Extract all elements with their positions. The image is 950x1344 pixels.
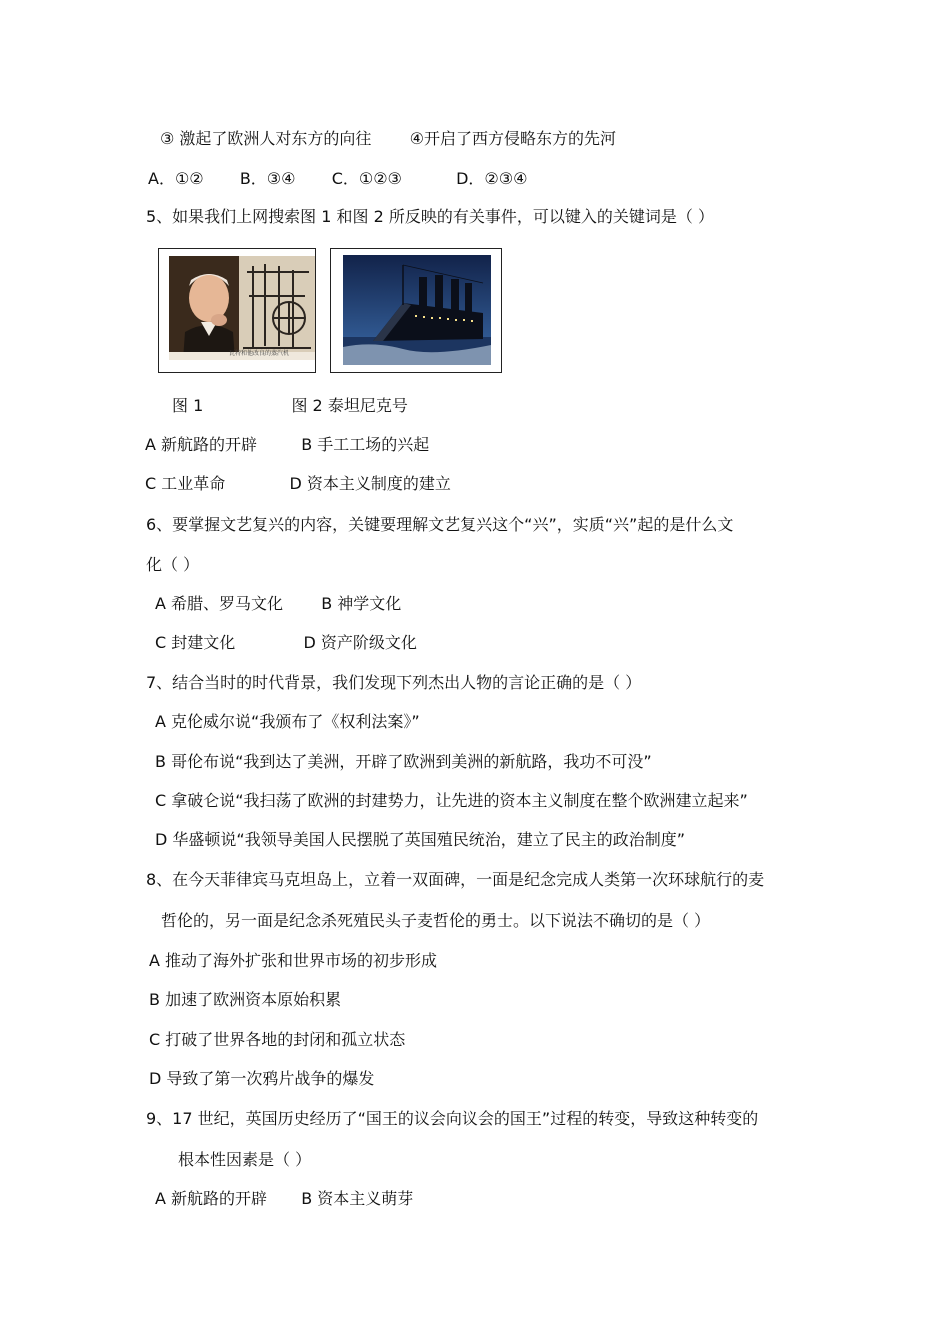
q4-choices bbox=[148, 168, 527, 190]
q4-choice-d: D．②③④ bbox=[456, 169, 528, 188]
q6-option-b: B 神学文化 bbox=[321, 594, 402, 613]
q8-stem-line-2: 哲伦的，另一面是纪念杀死殖民头子麦哲伦的勇士。以下说法不确切的是（ ） bbox=[161, 911, 711, 930]
q4-choice-b: B．③④ bbox=[239, 169, 296, 188]
q9-option-a: A 新航路的开辟 bbox=[155, 1189, 268, 1208]
q8-option-a: A 推动了海外扩张和世界市场的初步形成 bbox=[149, 951, 438, 970]
q6-option-c: C 封建文化 bbox=[155, 633, 236, 652]
q8-stem-line-1: 8、在今天菲律宾马克坦岛上，立着一双面碑，一面是纪念完成人类第一次环球航行的麦 bbox=[146, 870, 765, 889]
figure-2-frame bbox=[330, 248, 502, 373]
figure-1-inner-caption: 瓦特和他改良的蒸汽机 bbox=[229, 350, 290, 357]
q6-options-ab bbox=[155, 593, 401, 615]
q8-option-c: C 打破了世界各地的封闭和孤立状态 bbox=[149, 1030, 406, 1049]
figure-captions bbox=[172, 395, 408, 417]
q4-option-4: ④开启了西方侵略东方的先河 bbox=[409, 129, 616, 148]
q5-option-b: B 手工工场的兴起 bbox=[301, 435, 430, 454]
q4-choice-a: A．①② bbox=[148, 169, 204, 188]
q6-options-cd bbox=[155, 632, 417, 654]
q7-option-d: D 华盛顿说“我领导美国人民摆脱了英国殖民统治，建立了民主的政治制度” bbox=[155, 830, 685, 849]
q9-stem-line-2: 根本性因素是（ ） bbox=[178, 1150, 312, 1169]
titanic-ship-image bbox=[343, 255, 491, 365]
figure-1-caption: 图 1 bbox=[172, 396, 204, 415]
q7-option-b: B 哥伦布说“我到达了美洲，开辟了欧洲到美洲的新航路，我功不可没” bbox=[155, 752, 652, 771]
q6-stem-line-2: 化（ ） bbox=[146, 555, 200, 574]
q5-stem: 5、如果我们上网搜索图 1 和图 2 所反映的有关事件，可以键入的关键词是（ ） bbox=[146, 207, 714, 226]
q7-option-a: A 克伦威尔说“我颁布了《权利法案》” bbox=[155, 712, 420, 731]
q5-options-cd bbox=[145, 473, 451, 495]
q6-stem-line-1: 6、要掌握文艺复兴的内容，关键要理解文艺复兴这个“兴”，实质“兴”起的是什么文 bbox=[146, 515, 734, 534]
q4-option-3: ③ 激起了欧洲人对东方的向往 bbox=[160, 129, 372, 148]
q4-options-line bbox=[160, 128, 616, 150]
watt-steam-engine-image bbox=[169, 256, 315, 360]
q5-option-c: C 工业革命 bbox=[145, 474, 226, 493]
q6-option-a: A 希腊、罗马文化 bbox=[155, 594, 284, 613]
figure-1-frame bbox=[158, 248, 316, 373]
q7-stem: 7、结合当时的时代背景，我们发现下列杰出人物的言论正确的是（ ） bbox=[146, 673, 642, 692]
q8-option-b: B 加速了欧洲资本原始积累 bbox=[149, 990, 342, 1009]
q5-option-a: A 新航路的开辟 bbox=[145, 435, 258, 454]
q4-choice-c: C．①②③ bbox=[331, 169, 402, 188]
q9-options-ab bbox=[155, 1188, 413, 1210]
q5-options-ab bbox=[145, 434, 429, 456]
q7-option-c: C 拿破仑说“我扫荡了欧洲的封建势力，让先进的资本主义制度在整个欧洲建立起来” bbox=[155, 791, 748, 810]
figure-2-caption: 图 2 泰坦尼克号 bbox=[291, 396, 408, 415]
q6-option-d: D 资产阶级文化 bbox=[303, 633, 417, 652]
q9-stem-line-1: 9、17 世纪，英国历史经历了“国王的议会向议会的国王”过程的转变，导致这种转变的 bbox=[146, 1109, 759, 1128]
q9-option-b: B 资本主义萌芽 bbox=[301, 1189, 414, 1208]
q8-option-d: D 导致了第一次鸦片战争的爆发 bbox=[149, 1069, 375, 1088]
q5-option-d: D 资本主义制度的建立 bbox=[289, 474, 451, 493]
